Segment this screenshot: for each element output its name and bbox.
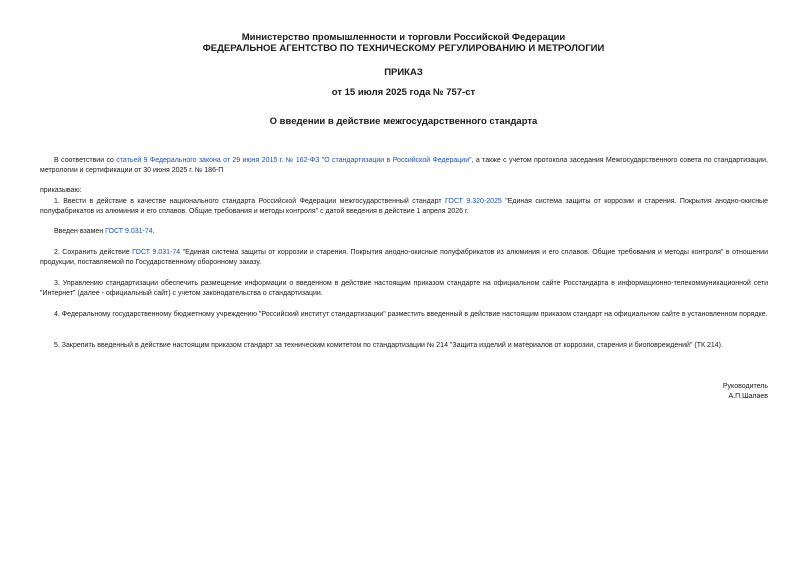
agency-title: ФЕДЕРАЛЬНОЕ АГЕНТСТВО ПО ТЕХНИЧЕСКОМУ РЕГУЛИРОВАНИЮ И МЕТРОЛОГИИ bbox=[202, 43, 605, 54]
document-type: ПРИКАЗ bbox=[384, 67, 423, 78]
gost-9-031-74-link-2[interactable]: ГОСТ 9.031-74 bbox=[132, 249, 181, 256]
gost-9-031-74-link[interactable]: ГОСТ 9.031-74 bbox=[105, 228, 153, 235]
replaced-text-start: Введен взамен bbox=[54, 228, 106, 235]
item-2-text-end: "Единая система защиты от коррозии и старения. Покрытия анодно-окисные полуфабрикатов из алюминия и его сплавов. Общие требования и методы контроля" в отношении продукции, поставляемой по Государственному оборонному заказу. bbox=[40, 249, 768, 266]
replaced-paragraph bbox=[40, 227, 768, 237]
preamble-text-end: , а также с учетом протокола заседания Межгосударственного совета по стандартизации, метрологии и сертификации от 30 июня 2025 г. № 186-П bbox=[40, 157, 768, 174]
item-3-paragraph bbox=[40, 279, 768, 299]
document-header bbox=[0, 32, 807, 54]
preamble-paragraph bbox=[40, 156, 768, 176]
ministry-title: Министерство промышленности и торговли Российской Федерации bbox=[241, 32, 566, 43]
item-2-text-start: 2. Сохранить действие bbox=[54, 249, 133, 256]
item-1-text-end: "Единая система защиты от коррозии и старения. Покрытия анодно-окисные полуфабрикатов из алюминия и его сплавов. Общие требования и методы контроля" с датой введения в действие 1 апреля 2026 г. bbox=[40, 198, 768, 215]
item-5-paragraph bbox=[40, 341, 768, 351]
order-word: приказываю: bbox=[40, 187, 82, 194]
item-4-text: 4. Федеральному государственному бюджетному учреждению "Российский институт стандартизации" разместить введенный в действие настоящим приказом стандарт на официальном сайте в установленном порядке. bbox=[54, 311, 768, 318]
item-5-text: 5. Закрепить введенный в действие настоящим приказом стандарт за техническим комитетом по стандартизации № 214 "Защита изделий и материалов от коррозии, старения и биоповреждений" (ТК 214). bbox=[54, 342, 723, 349]
item-4-paragraph bbox=[40, 310, 768, 320]
item-3-text: 3. Управлению стандартизации обеспечить размещение информации о введенном в действие настоящим приказом стандарте на официальном сайте Росстандарта в информационно-телекоммуникационной сети "Интернет" (далее - официальный сайт) с учетом законодательства о стандартизации. bbox=[40, 280, 768, 297]
replaced-text-end: . bbox=[152, 228, 155, 235]
item-1-paragraph bbox=[40, 197, 768, 217]
document-date-number: от 15 июля 2025 года № 757-ст bbox=[331, 87, 476, 98]
gost-9-320-2025-link[interactable]: ГОСТ 9.320-2025 bbox=[444, 198, 502, 205]
signature-name: А.П.Шалаев bbox=[728, 393, 768, 400]
signature-block bbox=[723, 382, 768, 402]
item-2-paragraph bbox=[40, 248, 768, 268]
preamble-text-start: В соответствии со bbox=[54, 157, 117, 164]
item-1-text-start: 1. Ввести в действие в качестве национального стандарта Российской Федерации межгосударственный стандарт bbox=[54, 198, 445, 205]
signature-title: Руководитель bbox=[722, 383, 768, 390]
document-subject: О введении в действие межгосударственного стандарта bbox=[269, 116, 538, 127]
federal-law-link[interactable]: статьей 9 Федерального закона от 29 июня 2015 г. № 162-ФЗ "О стандартизации в Российской Федерации" bbox=[116, 157, 472, 164]
